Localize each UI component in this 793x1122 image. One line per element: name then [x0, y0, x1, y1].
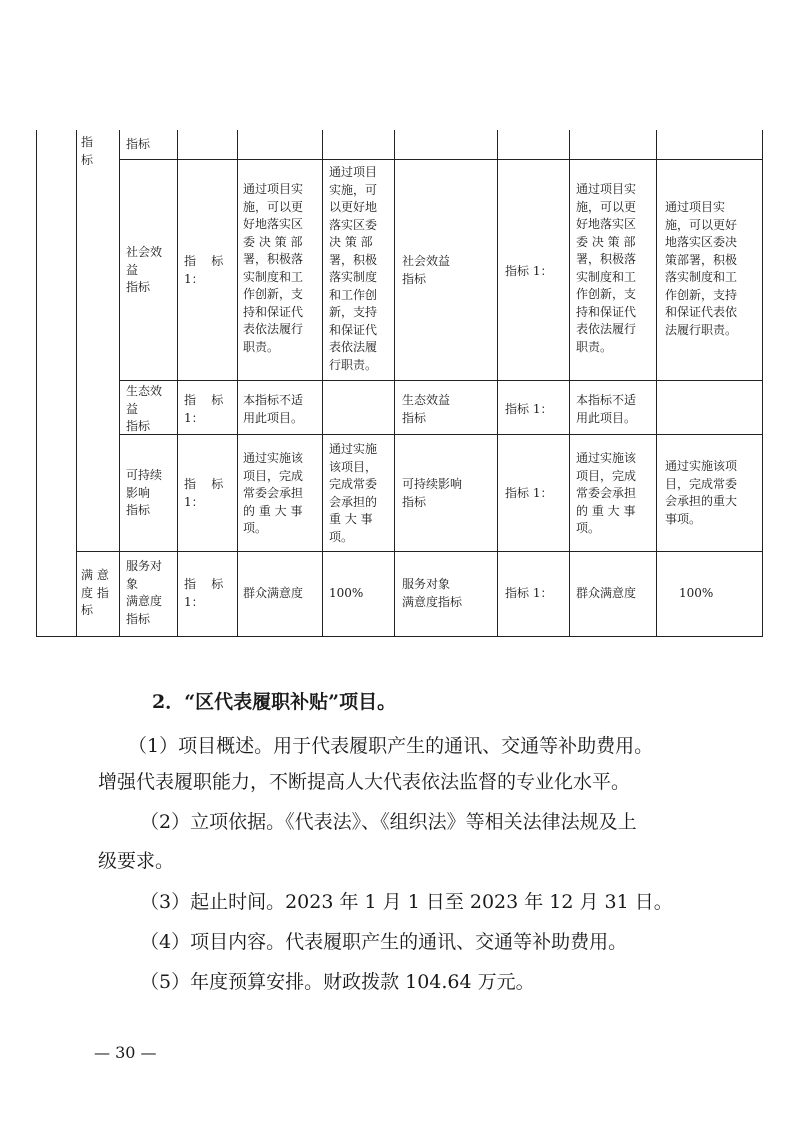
table-cell: 生态效益 指标	[402, 393, 451, 425]
table-cell: 通过实施 该项目， 完成常委 会承担的 重 大 事 项。	[329, 442, 378, 544]
paragraph-line: 增强代表履职能力，不断提高人大代表依法监督的专业化水平。	[98, 771, 631, 793]
table-cell: 100%	[679, 586, 714, 600]
paragraph-line: （4）项目内容。代表履职产生的通讯、交通等补助费用。	[140, 931, 628, 953]
section-heading: 2．“区代表履职补贴”项目。	[152, 691, 397, 713]
table-cell: 100%	[329, 586, 364, 600]
table-cell: 服务对 象 满意度 指标	[126, 559, 163, 626]
table-cell: 指标 1：	[505, 586, 553, 600]
table-cell: 指标 1：	[505, 402, 553, 416]
table-cell: 社会效 益 指标	[126, 245, 163, 294]
table-cell: 生态效 益 指标	[126, 384, 163, 433]
paragraph-line: （1）项目概述。用于代表履职产生的通讯、交通等补助费用。	[128, 735, 654, 757]
table-cell: 指 标 1：	[184, 577, 224, 609]
paragraph-line: 级要求。	[98, 850, 175, 872]
table-cell: 指标 1：	[505, 264, 553, 278]
table-cell: 指 标 1：	[184, 477, 224, 509]
paragraph-line: （2）立项依据。《代表法》、《组织法》等相关法律法规及上	[140, 811, 637, 833]
table-cell: 通过项目实 施，可以更 好地落实区 委 决 策 部 署，积极落 实制度和工 作创新，支 持和保证代 表依法履行 职责。	[243, 182, 304, 354]
table-cell: 服务对象 满意度指标	[402, 577, 463, 609]
paragraph-line: （5）年度预算安排。财政拨款 104.64 万元。	[140, 971, 535, 993]
table-cell: 可持续影响 指标	[402, 477, 463, 509]
table-cell: 通过实施该 项目，完成 常委会承担 的 重 大 事 项。	[576, 451, 637, 535]
table-cell: 满 意 度 指 标	[81, 568, 109, 617]
table-cell: 通过项目实 施，可以更 好地落实区 委 决 策 部 署，积极落 实制度和工 作创新，支 持和保证代 表依法履行 职责。	[576, 182, 637, 354]
table-cell: 指 标 1：	[184, 254, 224, 286]
table-cell: 社会效益 指标	[402, 254, 451, 286]
table-cell: 通过项目 实施，可 以更好地 落实区委 决 策 部 署，积极 落实制度 和工作创 新，支持 和保证代 表依法履 行职责。	[329, 165, 378, 372]
table-cell: 群众满意度	[243, 586, 304, 600]
table-cell: 可持续 影响 指标	[126, 468, 163, 517]
page-number: — 30 —	[94, 1043, 157, 1062]
table-cell: 本指标不适 用此项目。	[243, 393, 304, 425]
table-cell: 群众满意度	[576, 586, 637, 600]
paragraph-line: （3）起止时间。2023 年 1 月 1 日至 2023 年 12 月 31 日。	[140, 891, 673, 913]
table-cell: 指标 1：	[505, 486, 553, 500]
table-cell: 本指标不适 用此项目。	[576, 393, 637, 425]
table-cell: 通过项目实 施，可以更好 地落实区委决 策部署，积极 落实制度和工 作创新，支持 和保证代表依 法履行职责。	[665, 200, 738, 337]
table-cell: 通过实施该 项目，完成 常委会承担 的 重 大 事 项。	[243, 451, 304, 535]
table-cell: 通过实施该项 目，完成常委 会承担的重大 事项。	[665, 459, 738, 526]
table-cell: 指 标 1：	[184, 393, 224, 425]
table-cell: 指 标	[81, 135, 94, 167]
table-cell: 指标	[126, 137, 151, 151]
